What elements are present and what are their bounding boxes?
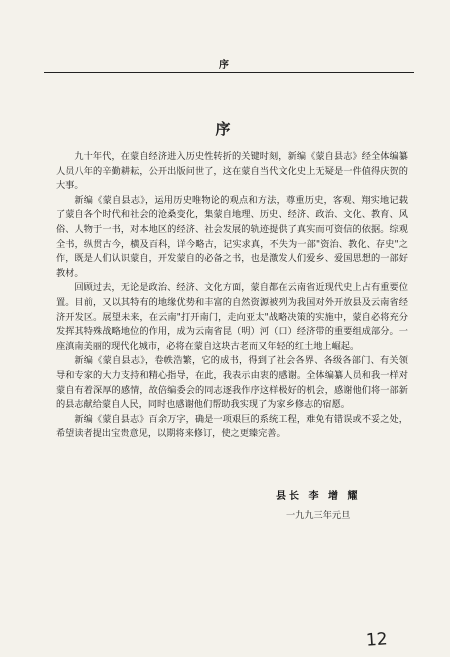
paragraph: 新编《蒙自县志》百余万字，确是一项艰巨的系统工程，难免有错误或不妥之处，希望读者提出宝贵意见，以期将来修订，使之更臻完善。 — [56, 413, 408, 440]
document-body — [56, 150, 408, 442]
paragraph: 新编《蒙自县志》，卷帙浩繁，它的成书，得到了社会各界、各级各部门、有关领导和专家的大力支持和精心指导，在此，我表示由衷的感谢。全体编纂人员和我一样对蒙自有着深厚的感情，故倍编委会的同志逐我作序这样极好的机会，感谢他们将一部新的县志献给蒙自人民，同时也感谢他们帮助我实现了为家乡修志的宿愿。 — [56, 355, 408, 411]
running-header: 序 — [219, 60, 231, 71]
document-title: 序 — [215, 120, 235, 138]
header-rule — [44, 72, 414, 73]
handwritten-page-number: 12 — [365, 629, 389, 651]
paragraph: 回顾过去，无论是政治、经济、文化方面，蒙自都在云南省近现代史上占有重要位置。目前，又以其特有的地缘优势和丰富的自然资源被列为我国对外开放县及云南省经济开发区。展望未来，在云南"打开南门，走向亚太"战略决策的实施中，蒙自必将充分发挥其特殊战略地位的作用，成为云南省昆（明）河（口）经济带的重要组成部分。一座滇南美丽的现代化城市，必将在蒙自这块古老而又年轻的红土地上崛起。 — [56, 282, 408, 352]
signature-name: 县长 李 增 耀 — [276, 491, 361, 502]
signature-date: 一九九三年元旦 — [286, 510, 351, 521]
paragraph: 九十年代，在蒙自经济进入历史性转折的关键时刻，新编《蒙自县志》经全体编纂人员八年的辛勤耕耘，公开出版问世了，这在蒙自当代文化史上无疑是一件值得庆贺的大事。 — [56, 151, 408, 192]
paragraph: 新编《蒙自县志》，运用历史唯物论的观点和方法，尊重历史，客观、翔实地记载了蒙自各个时代和社会的沧桑变化，集蒙自地理、历史、经济、政治、文化、教育、风俗、人物于一书，对本地区的经济、社会发展的轨迹提供了真实而可资信的依据。综观全书，纵贯古今，横及百科，详今略古，记实求真，不失为一部"资治、教化、存史"之作，既是人们认识蒙自，开发蒙自的必备之书，也是激发人们爱乡、爱国思想的一部好教材。 — [56, 194, 408, 279]
